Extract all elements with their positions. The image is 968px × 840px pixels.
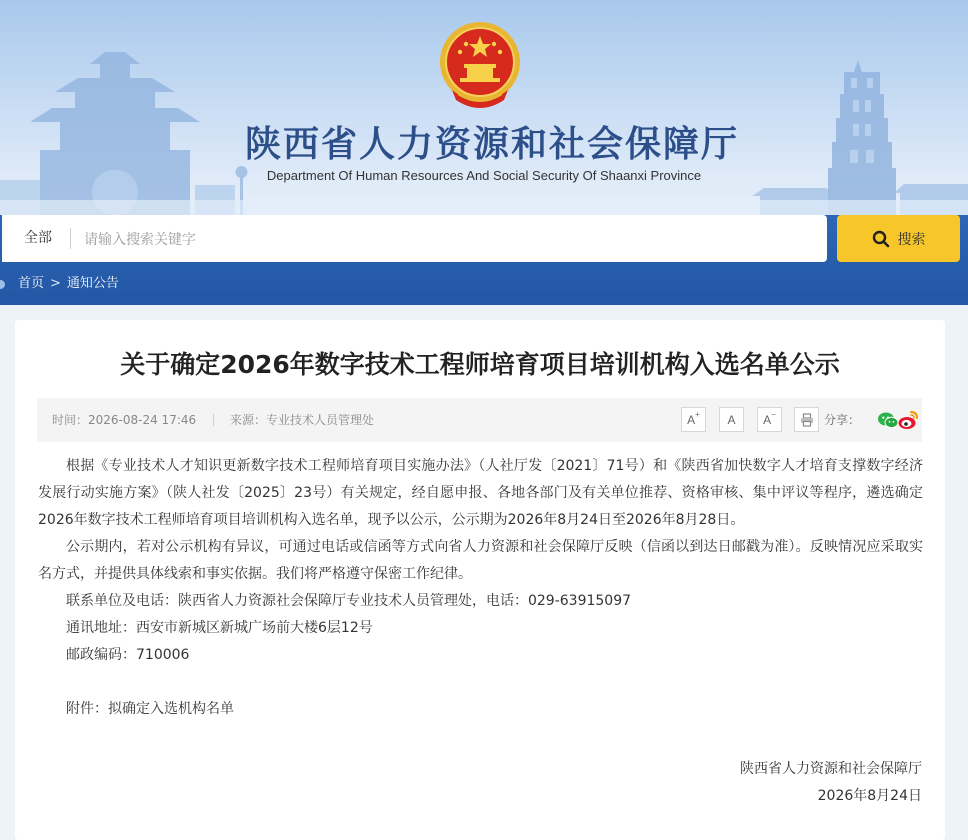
search-divider <box>70 228 71 249</box>
article-source: 来源：专业技术人员管理处 <box>230 413 375 427</box>
article-paragraph: 通讯地址：西安市新城区新城广场前大楼6层12号 <box>66 620 373 636</box>
site-title: 陕西省人力资源和社会保障厅 <box>244 124 739 165</box>
breadcrumb-separator: > <box>50 276 61 291</box>
font-decrease-mark: − <box>771 410 776 419</box>
paragraph-spacer <box>38 669 923 696</box>
signature-org: 陕西省人力资源和社会保障厅 <box>740 761 922 777</box>
print-button[interactable] <box>794 407 819 432</box>
font-decrease-label: A <box>763 412 772 427</box>
location-dot-icon <box>0 280 5 289</box>
article-paragraph: 公示期内，若对公示机构有异议，可通过电话或信函等方式向省人力资源和社会保障厅反映（信函以到达日邮戳为准）。反映情况应采取实名方式，并提供具体线索和事实依据。我们将严格遵守保密工作纪律。 <box>38 539 923 582</box>
wechat-icon[interactable] <box>877 409 899 431</box>
search-box <box>2 215 827 262</box>
article-paragraph: 联系单位及电话：陕西省人力资源社会保障厅专业技术人员管理处，电话：029-63915097 <box>66 593 632 609</box>
article-paragraph: 根据《专业技术人才知识更新数字技术工程师培育项目实施办法》（人社厅发〔2021〕71号）和《陕西省加快数字人才培育支撑数字经济发展行动实施方案》（陕人社发〔2025〕23号）有关规定，经自愿申报、各地各部门及有关单位推荐、资格审核、集中评议等程序，遴选确定2026年数字技术工程师培育项目培训机构入选名单，现予以公示，公示期为2026年8月24日至2026年8月28日。 <box>38 458 923 528</box>
search-scope-select[interactable]: 全部 <box>24 230 52 246</box>
meta-divider <box>213 414 214 426</box>
weibo-icon[interactable] <box>897 409 919 431</box>
font-reset-label: A <box>727 412 736 427</box>
breadcrumb-current-link[interactable]: 通知公告 <box>66 276 119 291</box>
font-increase-button[interactable] <box>681 407 706 432</box>
national-emblem-icon <box>436 20 524 112</box>
search-input[interactable] <box>82 223 806 256</box>
search-button[interactable] <box>837 215 960 262</box>
font-reset-button[interactable] <box>719 407 744 432</box>
article-paragraph: 邮政编码：710006 <box>66 647 190 663</box>
search-nav-bar <box>0 215 968 305</box>
article-card <box>15 320 945 840</box>
signature-date: 2026年8月24日 <box>817 788 922 804</box>
article-title: 关于确定2026年数字技术工程师培育项目培训机构入选名单公示 <box>120 350 840 379</box>
share-label: 分享： <box>824 413 861 427</box>
article-body <box>38 453 923 723</box>
site-subtitle: Department Of Human Resources And Social Security Of Shaanxi Province <box>266 168 702 183</box>
article-meta-bar <box>37 398 922 442</box>
print-icon <box>800 413 814 427</box>
publish-time: 时间：2026-08-24 17:46 <box>52 413 197 427</box>
search-button-label: 搜索 <box>897 231 926 248</box>
site-banner <box>0 0 968 215</box>
breadcrumb <box>0 271 119 297</box>
font-decrease-button[interactable] <box>757 407 782 432</box>
attachment-link[interactable]: 附件：拟确定入选机构名单 <box>66 701 234 717</box>
font-increase-label: A <box>687 412 696 427</box>
search-icon <box>872 230 890 248</box>
breadcrumb-home-link[interactable]: 首页 <box>18 276 45 291</box>
signature-block <box>740 756 922 810</box>
font-increase-mark: + <box>695 410 700 419</box>
